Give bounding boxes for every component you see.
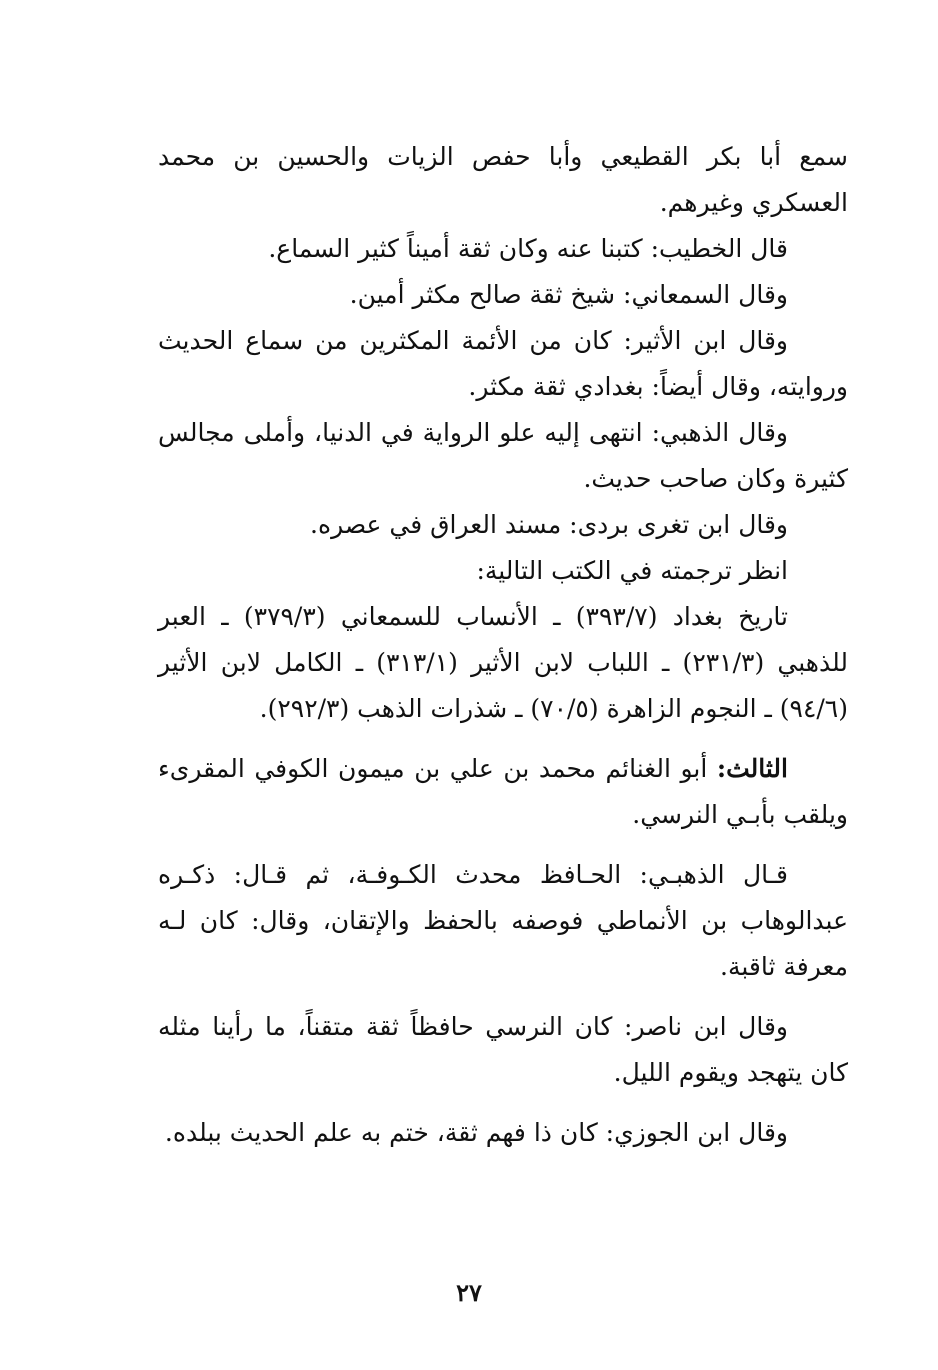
paragraph-ibn-athir-quote: وقال ابن الأثير: كان من الأئمة المكثرين من سماع الحديث وروايته، وقال أيضاً: بغدادي ثقة مكثر. [158, 326, 848, 401]
entry-text: أبو الغنائم محمد بن علي بن ميمون الكوفي المقرىء ويلقب بأبـي النرسي. [158, 754, 848, 829]
page-number: ٢٧ [456, 1278, 482, 1307]
paragraph-sources-heard: سمع أبا بكر القطيعي وأبا حفص الزيات والحسين بن محمد العسكري وغيرهم. [158, 142, 848, 217]
paragraph-ibn-taghri-quote: وقال ابن تغرى بردى: مسند العراق في عصره. [310, 510, 788, 539]
paragraph-dhahabi-hafiz: قـال الذهبـي: الحـافظ محدث الكـوفـة، ثم قـال: ذكـره عبدالوهاب بن الأنماطي فوصفه بالحفظ والإتقان، وقال: كان لـه معرفة ثاقبة. [158, 860, 848, 981]
paragraph-see-biography: انظر ترجمته في الكتب التالية: [476, 556, 788, 585]
entry-label: الثالث: [716, 754, 788, 783]
paragraph-ibn-nasir-quote: وقال ابن ناصر: كان النرسي حافظاً ثقة متقناً، ما رأينا مثله كان يتهجد ويقوم الليل. [158, 1012, 848, 1087]
paragraph-references-list: تاريخ بغداد (٣٩٣/٧) ـ الأنساب للسمعاني (٣٧٩/٣) ـ العبر للذهبي (٢٣١/٣) ـ اللباب لابن الأثير (٣١٣/١) ـ الكامل لابن الأثير (٩٤/٦) ـ النجوم الزاهرة (٧٠/٥) ـ شذرات الذهب (٢٩٢/٣). [158, 602, 848, 723]
main-text [158, 134, 848, 1156]
paragraph-dhahabi-quote: وقال الذهبي: انتهى إليه علو الرواية في الدنيا، وأملى مجالس كثيرة وكان صاحب حديث. [158, 418, 848, 493]
paragraph-samani-quote: وقال السمعاني: شيخ ثقة صالح مكثر أمين. [349, 280, 788, 309]
paragraph-khatib-quote: قال الخطيب: كتبنا عنه وكان ثقة أميناً كثير السماع. [268, 234, 788, 263]
paragraph-ibn-jawzi-quote: وقال ابن الجوزي: كان ذا فهم ثقة، ختم به علم الحديث ببلده. [164, 1118, 788, 1147]
paragraph-third-entry [158, 746, 848, 838]
